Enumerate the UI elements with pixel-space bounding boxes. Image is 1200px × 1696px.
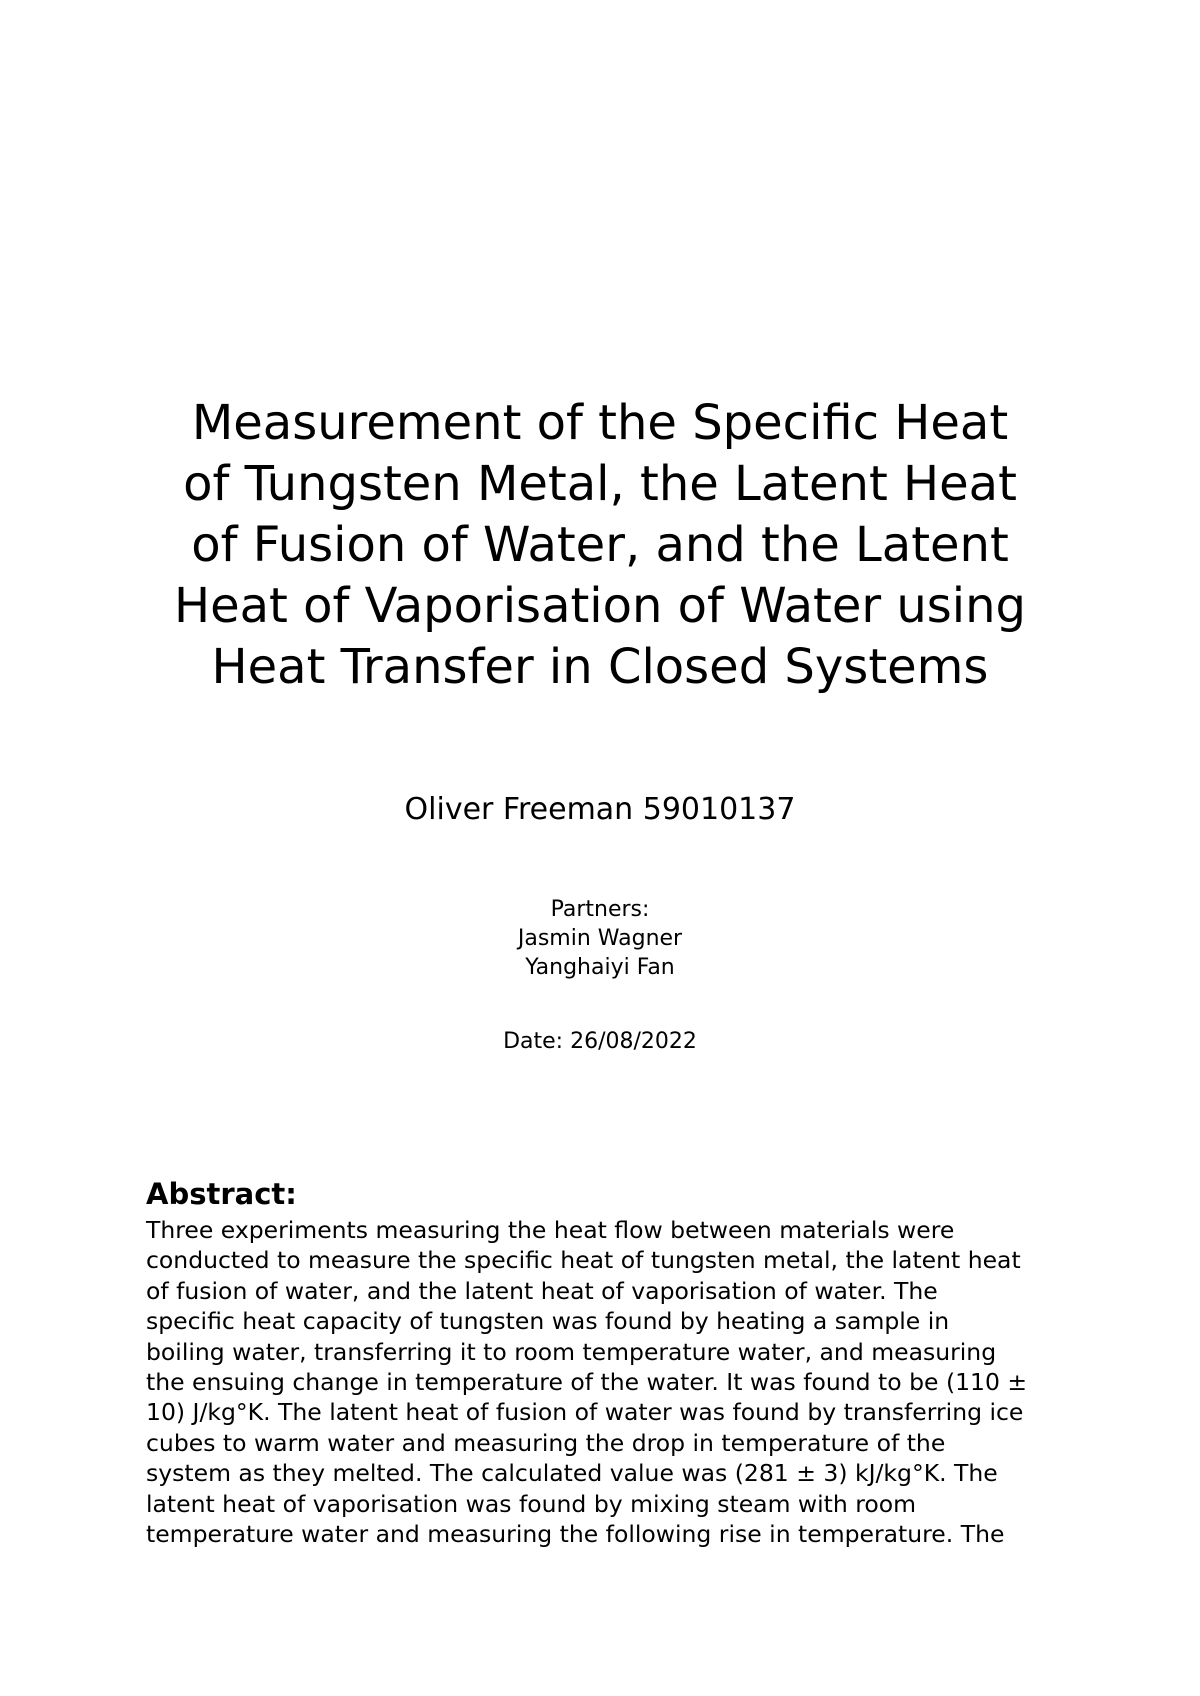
title-line: Heat of Vaporisation of Water using [173, 578, 1027, 634]
title-line: of Tungsten Metal, the Latent Heat [183, 456, 1017, 512]
abstract-body [146, 1215, 1086, 1549]
partners-label: Partners: [550, 897, 650, 922]
abstract-line: temperature water and measuring the following rise in temperature. The [146, 1520, 1005, 1549]
document-title [0, 393, 1200, 698]
title-line: Measurement of the Specific Heat [191, 395, 1009, 451]
abstract-line: conducted to measure the specific heat of tungsten metal, the latent heat [146, 1246, 1021, 1275]
abstract-line: Three experiments measuring the heat flow between materials were [146, 1216, 955, 1244]
title-line: Heat Transfer in Closed Systems [211, 639, 989, 695]
abstract-line: cubes to warm water and measuring the drop in temperature of the [146, 1428, 946, 1457]
abstract-heading: Abstract: [146, 1177, 297, 1211]
report-date: Date: 26/08/2022 [503, 1029, 697, 1054]
abstract-line: the ensuing change in temperature of the water. It was found to be (110 ± [146, 1368, 1028, 1397]
partners-block [0, 895, 1200, 982]
abstract-line: 10) J/kg°K. The latent heat of fusion of water was found by transferring ice [146, 1398, 1024, 1427]
abstract-line: boiling water, transferring it to room temperature water, and measuring [146, 1337, 997, 1366]
abstract-line: specific heat capacity of tungsten was found by heating a sample in [146, 1307, 950, 1336]
title-line: of Fusion of Water, and the Latent [191, 517, 1009, 573]
abstract-line: latent heat of vaporisation was found by mixing steam with room [146, 1489, 917, 1518]
author-line: Oliver Freeman 59010137 [404, 792, 796, 827]
partner-name: Yanghaiyi Fan [525, 955, 675, 980]
partner-name: Jasmin Wagner [517, 926, 683, 951]
abstract-line: of fusion of water, and the latent heat of vaporisation of water. The [146, 1276, 938, 1305]
abstract-line: system as they melted. The calculated value was (281 ± 3) kJ/kg°K. The [146, 1459, 998, 1488]
